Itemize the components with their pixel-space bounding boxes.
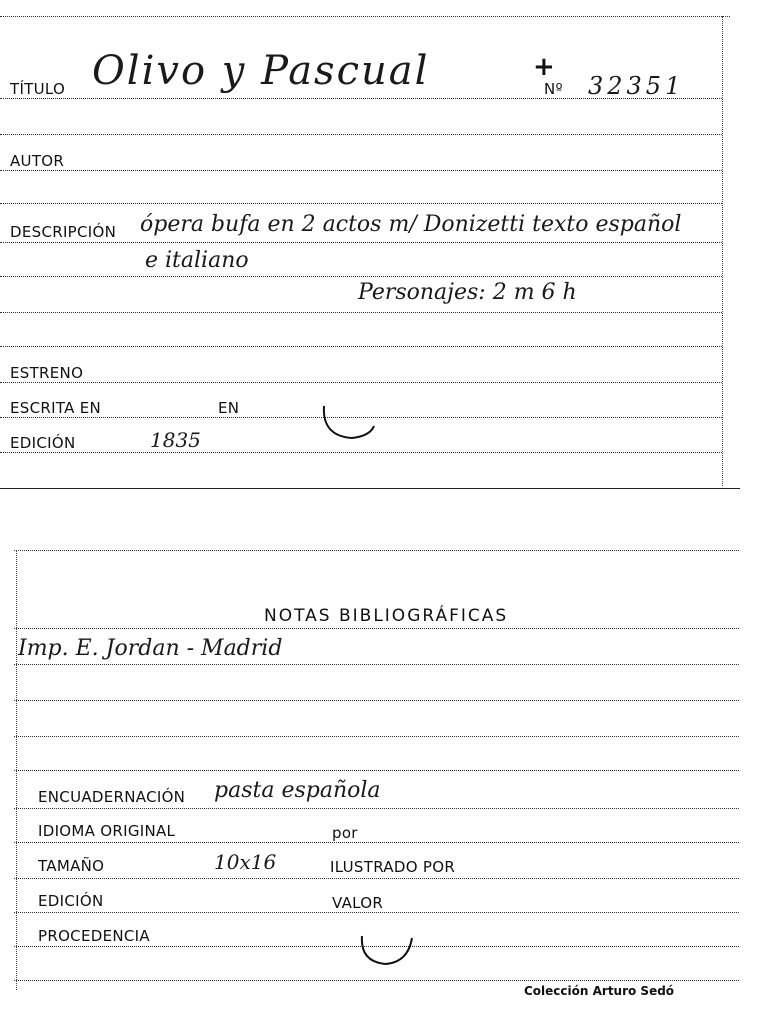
rule-line [14,842,739,843]
cross-mark-icon: + [533,52,555,82]
escrita-en-label: ESCRITA EN [10,399,102,417]
rule-line [14,770,739,771]
autor-label: AUTOR [10,152,65,170]
tamano-label: TAMAÑO [38,857,105,875]
edicion-value: 1835 [150,428,201,452]
rule-line [0,134,722,135]
descripcion-line [0,242,722,243]
edicion-line [0,452,722,453]
descripcion-line-1: ópera bufa en 2 actos m/ Donizetti texto español [140,212,682,237]
rule-line [14,664,739,665]
estreno-line [0,382,722,383]
rule-line [14,700,739,701]
descripcion-line-2: e italiano [145,248,249,273]
card-bottom-edge [0,488,740,489]
titulo-label: TÍTULO [10,80,66,98]
card-bottom-edge [14,980,739,981]
card-right-edge [722,16,723,486]
rule-line [14,808,739,809]
idioma-label: IDIOMA ORIGINAL [38,822,176,840]
numero-label: Nº [544,80,563,98]
descripcion-label: DESCRIPCIÓN [10,223,117,241]
punch-hole-icon [356,932,420,972]
card-top-edge [0,16,730,17]
notas-heading: NOTAS BIBLIOGRÁFICAS [264,606,509,626]
descripcion-line-3: Personajes: 2 m 6 h [358,280,577,305]
encuadernacion-value: pasta española [214,778,381,803]
collection-footer: Colección Arturo Sedó [524,984,675,998]
en-label: EN [218,399,240,417]
estreno-label: ESTRENO [10,364,84,382]
edicion-label: EDICIÓN [10,434,76,452]
tamano-value: 10x16 [214,850,277,874]
autor-line [0,170,722,171]
por-label: por [332,824,358,842]
rule-line [14,736,739,737]
rule-line [0,276,722,277]
catalog-card-front [0,0,759,500]
card-top-edge [14,550,739,551]
rule-line [0,346,722,347]
ilustrado-label: ILUSTRADO POR [330,858,456,876]
rule-line [14,912,739,913]
titulo-line [0,98,722,99]
rule-line [0,203,722,204]
notas-line-1: Imp. E. Jordan - Madrid [18,636,283,661]
valor-label: VALOR [332,894,384,912]
rule-line [14,878,739,879]
rule-line [14,628,739,629]
titulo-value: Olivo y Pascual [92,48,430,94]
edicion-label: EDICIÓN [38,892,104,910]
catalog-card-back [0,540,759,1010]
procedencia-label: PROCEDENCIA [38,927,150,945]
punch-hole-icon [312,398,382,446]
encuadernacion-label: ENCUADERNACIÓN [38,788,186,806]
numero-value: 32351 [588,72,685,100]
rule-line [0,312,722,313]
